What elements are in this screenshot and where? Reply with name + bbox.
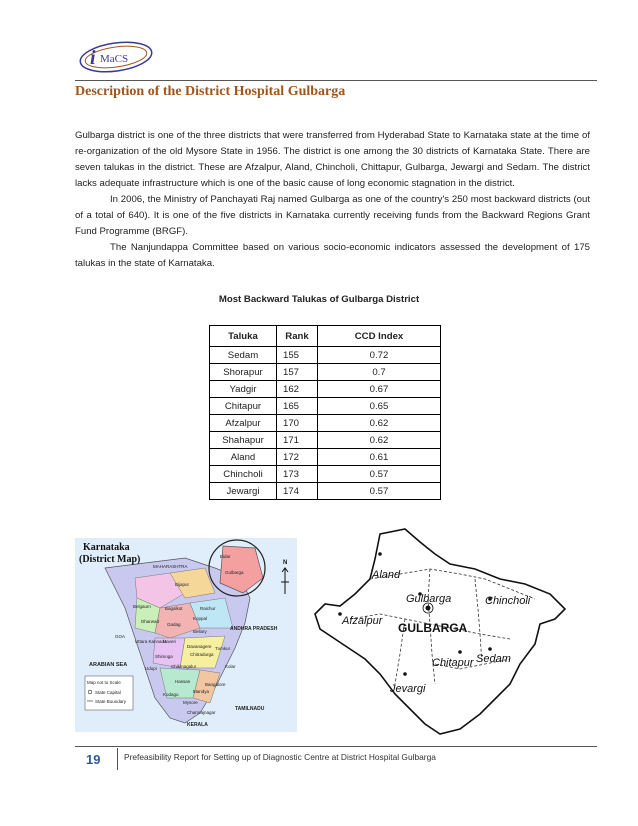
cell-taluka: Chitapur (210, 398, 277, 415)
map-label: Belgaum (133, 604, 151, 609)
cell-ccd: 0.57 (318, 466, 441, 483)
map-label: Afzalpur (342, 615, 383, 627)
cell-rank: 165 (277, 398, 318, 415)
cell-taluka: Jewargi (210, 483, 277, 500)
cell-taluka: Yadgir (210, 381, 277, 398)
cell-rank: 174 (277, 483, 318, 500)
table-row (210, 381, 441, 398)
cell-rank: 172 (277, 449, 318, 466)
table-row (210, 415, 441, 432)
footer-divider (117, 748, 118, 770)
map-label: ANDHRA PRADESH (230, 626, 278, 632)
cell-rank: 157 (277, 364, 318, 381)
map-label: Hassan (175, 679, 191, 684)
map-label: TAMILNADU (235, 706, 265, 712)
map-label: Gadag (167, 622, 181, 627)
footer-rule (75, 746, 597, 747)
cell-rank: 155 (277, 347, 318, 364)
map-label: Mysore (183, 700, 198, 705)
map-label: Sedam (476, 653, 511, 665)
cell-ccd: 0.61 (318, 449, 441, 466)
paragraph-1: Gulbarga district is one of the three districts that were transferred from Hyderabad State to Karnataka state at the time of re-organization of the old Mysore State in 1956. The district is one among the 30 districts of Karnataka State. There are seven talukas in the district. These are Afzalpur, Aland, Chincholi, Chittapur, Gulbarga, Jewargi and Sedam. The district lacks adequate infrastructure which is one of the basic cause of long economic stagnation in the district. (75, 130, 590, 189)
map-label: Shimoga (155, 654, 173, 659)
map-label: Dharwad (141, 619, 160, 624)
cell-ccd: 0.67 (318, 381, 441, 398)
district-hq-marker (426, 606, 431, 611)
map-label: Gulbarga (406, 593, 452, 605)
karnataka-district-map (75, 538, 297, 732)
paragraph-3: The Nanjundappa Committee based on various socio-economic indicators assessed the development of 175 talukas in the state of Karnataka. (75, 242, 590, 269)
table-row (210, 466, 441, 483)
cell-ccd: 0.62 (318, 415, 441, 432)
cell-ccd: 0.72 (318, 347, 441, 364)
map-label: Bidar (220, 554, 231, 559)
backward-talukas-table (209, 325, 441, 500)
map-label: Udupi (145, 666, 157, 671)
body-text (75, 128, 590, 272)
page-number: 19 (86, 752, 101, 767)
cell-rank: 170 (277, 415, 318, 432)
header-taluka: Taluka (210, 326, 277, 347)
paragraph-2: In 2006, the Ministry of Panchayati Raj named Gulbarga as one of the country's 250 most backward districts (out of a total of 640). It is one of the five districts in Karnataka currently receiving funds from the Backward Regions Grant Fund Programme (BRGF). (75, 194, 590, 237)
cell-rank: 162 (277, 381, 318, 398)
cell-ccd: 0.7 (318, 364, 441, 381)
cell-rank: 173 (277, 466, 318, 483)
map-label: Chamrajnagar (187, 710, 216, 715)
map-label: Tumkur (215, 646, 231, 651)
map-legend-title: Map not to Scale (87, 680, 121, 685)
map-legend-item: State Boundary (95, 699, 127, 704)
map-label: GOA (115, 634, 126, 639)
left-map-subtitle: (District Map) (79, 554, 141, 565)
map-label: Aland (372, 569, 401, 581)
cell-ccd: 0.57 (318, 483, 441, 500)
table-row (210, 347, 441, 364)
logo-letter: i (90, 47, 96, 69)
map-label: Mandya (193, 689, 210, 694)
map-label: Chitradurga (190, 652, 214, 657)
page-heading: Description of the District Hospital Gulbarga (75, 84, 346, 99)
header-ccd-index: CCD Index (318, 326, 441, 347)
map-label: Bangalore (205, 682, 226, 687)
map-label: Koppal (193, 616, 208, 621)
cell-taluka: Chincholi (210, 466, 277, 483)
footer-text: Prefeasibility Report for Setting up of Diagnostic Centre at District Hospital Gulbarga (124, 752, 436, 762)
cell-taluka: Afzalpur (210, 415, 277, 432)
north-label: N (283, 560, 288, 566)
cell-taluka: Aland (210, 449, 277, 466)
map-legend-item: State Capital (95, 690, 121, 695)
header-rule (75, 80, 597, 81)
map-label: Kodagu (163, 692, 179, 697)
map-label: MAHARASHTRA (153, 564, 188, 569)
cell-taluka: Sedam (210, 347, 277, 364)
cell-ccd: 0.65 (318, 398, 441, 415)
map-label: KERALA (187, 722, 208, 728)
cell-taluka: Shorapur (210, 364, 277, 381)
map-label: Gulbarga (225, 570, 244, 575)
table-header-row (210, 326, 441, 347)
map-label: GULBARGA (398, 621, 468, 635)
map-label: Chikmagalur (171, 664, 197, 669)
map-label: Uttara Kannada (135, 639, 167, 644)
table-title: Most Backward Talukas of Gulbarga District (218, 294, 420, 305)
cell-taluka: Shahapur (210, 432, 277, 449)
map-label: Bellary (193, 629, 207, 634)
cell-rank: 171 (277, 432, 318, 449)
map-label: Raichur (200, 606, 216, 611)
map-label: ARABIAN SEA (89, 662, 128, 668)
map-label: Jevargi (390, 683, 426, 695)
cell-ccd: 0.62 (318, 432, 441, 449)
map-label: Chincholi (485, 595, 531, 607)
table-row (210, 398, 441, 415)
map-label: Kolar (225, 664, 236, 669)
map-label: Bagalkot (165, 606, 183, 611)
header-rank: Rank (277, 326, 318, 347)
imacs-logo (78, 40, 156, 74)
map-label: Bijapur (175, 582, 190, 587)
table-row (210, 449, 441, 466)
table-row (210, 483, 441, 500)
map-label: Haveri (163, 639, 177, 644)
gulbarga-district-map (310, 524, 570, 738)
left-map-title: Karnataka (83, 542, 130, 553)
map-label: Davanagere (187, 644, 212, 649)
logo-text: MaCS (100, 53, 129, 65)
map-label: Chitapur (432, 657, 474, 669)
table-row (210, 432, 441, 449)
table-row (210, 364, 441, 381)
